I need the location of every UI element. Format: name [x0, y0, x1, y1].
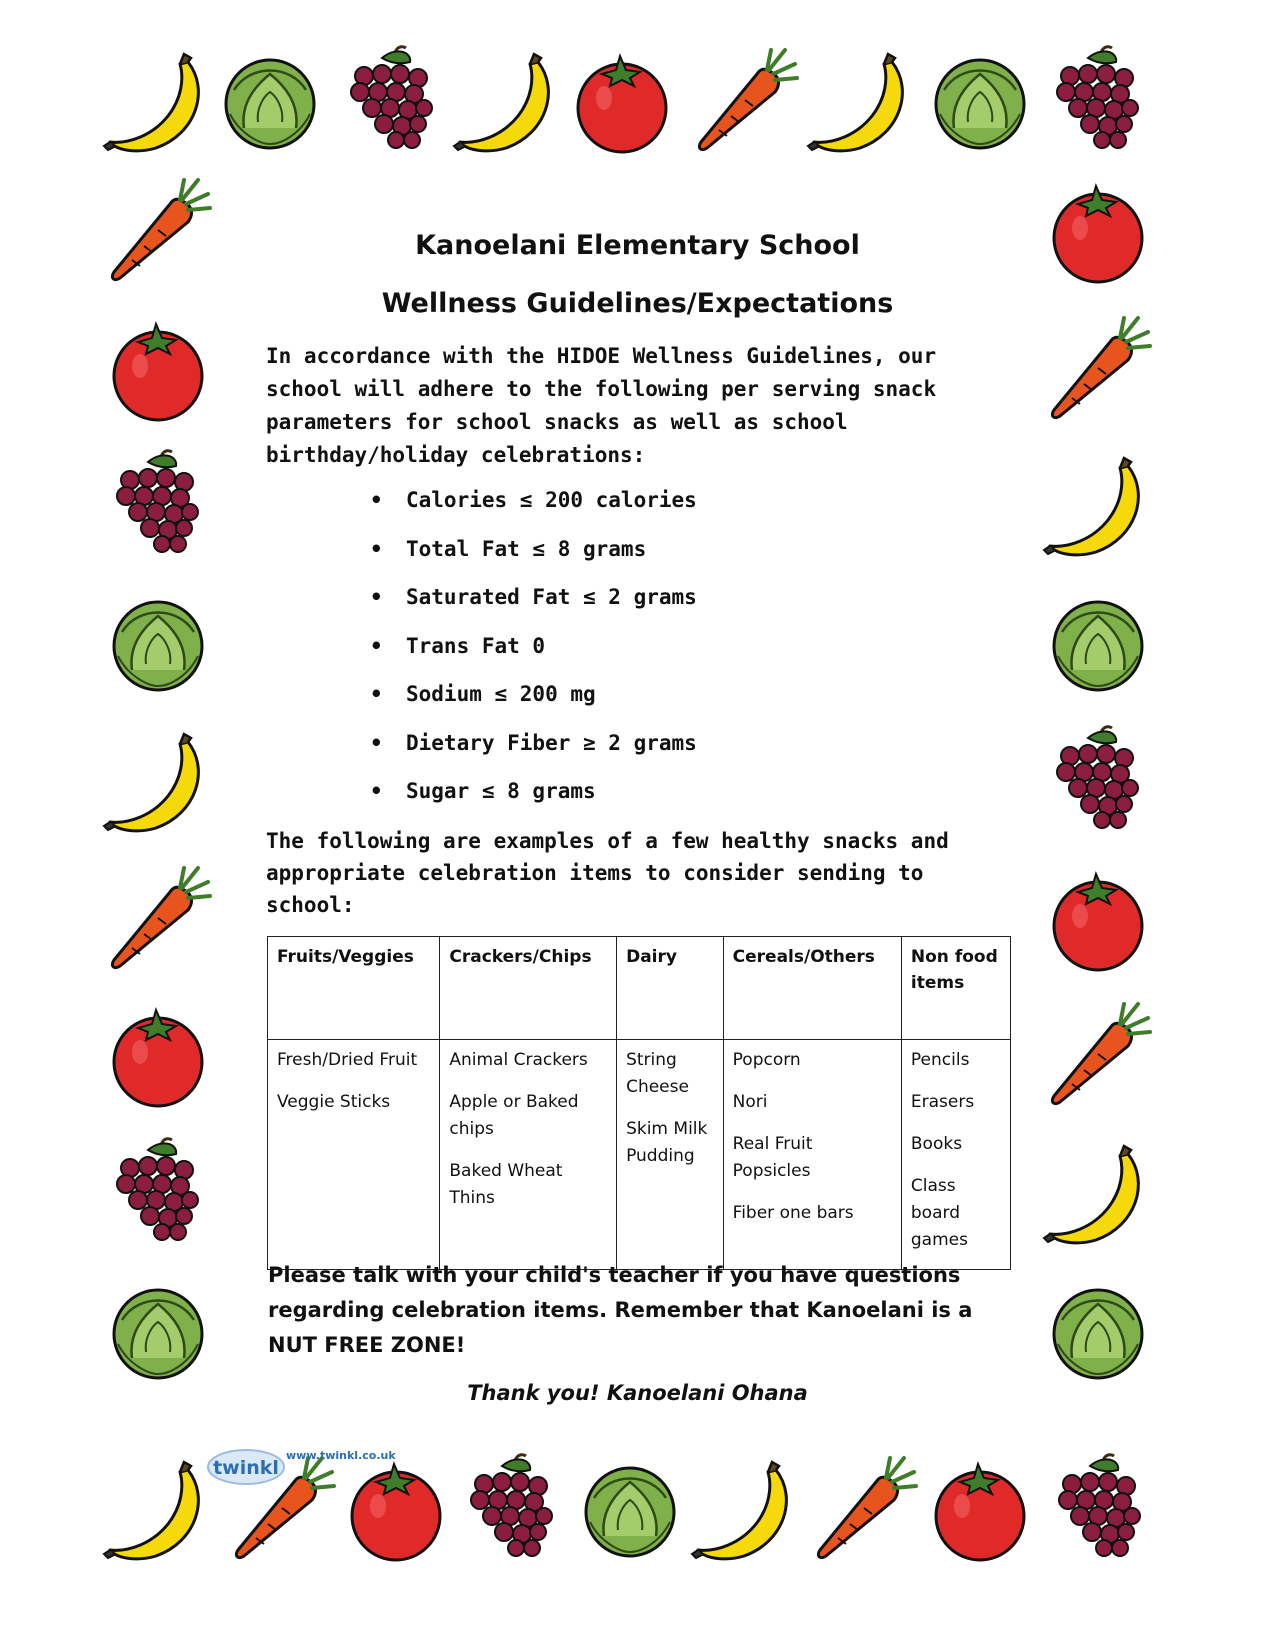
criteria-item: • Total Fat ≤ 8 grams [370, 536, 647, 561]
table-cell-item: Books [910, 1134, 963, 1154]
bullet-icon: • [370, 682, 383, 706]
school-name-title: Kanoelani Elementary School [415, 230, 860, 261]
table-cell-item: Popcorn [732, 1050, 801, 1070]
table-cell-item: String Cheese [626, 1050, 689, 1097]
header-fruits-veggies: Fruits/Veggies [268, 937, 440, 1040]
bullet-icon: • [370, 779, 383, 803]
table-cell-item: Erasers [910, 1092, 975, 1112]
bullet-icon: • [370, 536, 383, 561]
table-cell-item: Animal Crackers [449, 1050, 588, 1070]
thank-you-signoff: Thank you! Kanoelani Ohana [467, 1381, 808, 1405]
examples-intro: The following are examples of a few healthy snacks and appropriate celebration items to consider sending to school: [266, 829, 949, 917]
table-cell-item: Fresh/Dried Fruit [277, 1050, 418, 1070]
table-cell-item: Veggie Sticks [277, 1092, 391, 1112]
logo-url: www.twinkl.co.uk [286, 1449, 396, 1462]
bullet-icon: • [370, 730, 383, 755]
criteria-item: • Dietary Fiber ≥ 2 grams [370, 730, 697, 755]
nutrition-criteria-list [370, 486, 970, 826]
table-cell-item: Apple or Baked chips [449, 1092, 579, 1139]
bullet-icon: • [370, 488, 383, 512]
bullet-icon: • [370, 585, 383, 609]
header-cereals-others: Cereals/Others [723, 937, 901, 1040]
table-cell-item: Pencils [910, 1050, 970, 1070]
guidelines-subtitle: Wellness Guidelines/Expectations [381, 288, 894, 319]
criteria-item: • Sugar ≤ 8 grams [370, 779, 596, 803]
table-cell-item: Skim Milk Pudding [626, 1119, 708, 1166]
table-cell-item: Fiber one bars [732, 1203, 854, 1223]
criteria-item: • Saturated Fat ≤ 2 grams [370, 585, 697, 609]
table-cell-item: Class board games [910, 1176, 968, 1250]
dairy-cell [617, 1040, 724, 1270]
table-row [268, 1040, 1011, 1270]
crackers-chips-cell [440, 1040, 617, 1270]
table-cell-item: Real Fruit Popsicles [732, 1134, 813, 1181]
fruits-veggies-cell [268, 1040, 440, 1270]
table-header-row [268, 937, 1011, 1040]
non-food-cell [901, 1040, 1010, 1270]
criteria-item: • Trans Fat 0 [370, 633, 546, 658]
header-crackers-chips: Crackers/Chips [440, 937, 617, 1040]
logo-brand-text: twinkl [213, 1457, 279, 1479]
snack-examples-table [267, 936, 1011, 1270]
table-cell-item: Baked Wheat Thins [449, 1161, 563, 1208]
criteria-item: • Sodium ≤ 200 mg [370, 682, 596, 706]
twinkl-logo [206, 1447, 286, 1487]
header-non-food-items: Non food items [901, 937, 1010, 1040]
cereals-others-cell [723, 1040, 901, 1270]
bullet-icon: • [370, 633, 383, 658]
intro-paragraph: In accordance with the HIDOE Wellness Guidelines, our school will adhere to the following per serving snack parameters for school snacks as well as school birthday/holiday celebrations: [266, 344, 937, 467]
closing-paragraph: Please talk with your child's teacher if you have questions regarding celebration items. Remember that Kanoelani is a NUT FREE ZONE! [268, 1263, 973, 1357]
table-cell-item: Nori [732, 1092, 768, 1112]
header-dairy: Dairy [617, 937, 724, 1040]
criteria-item: • Calories ≤ 200 calories [370, 488, 697, 512]
